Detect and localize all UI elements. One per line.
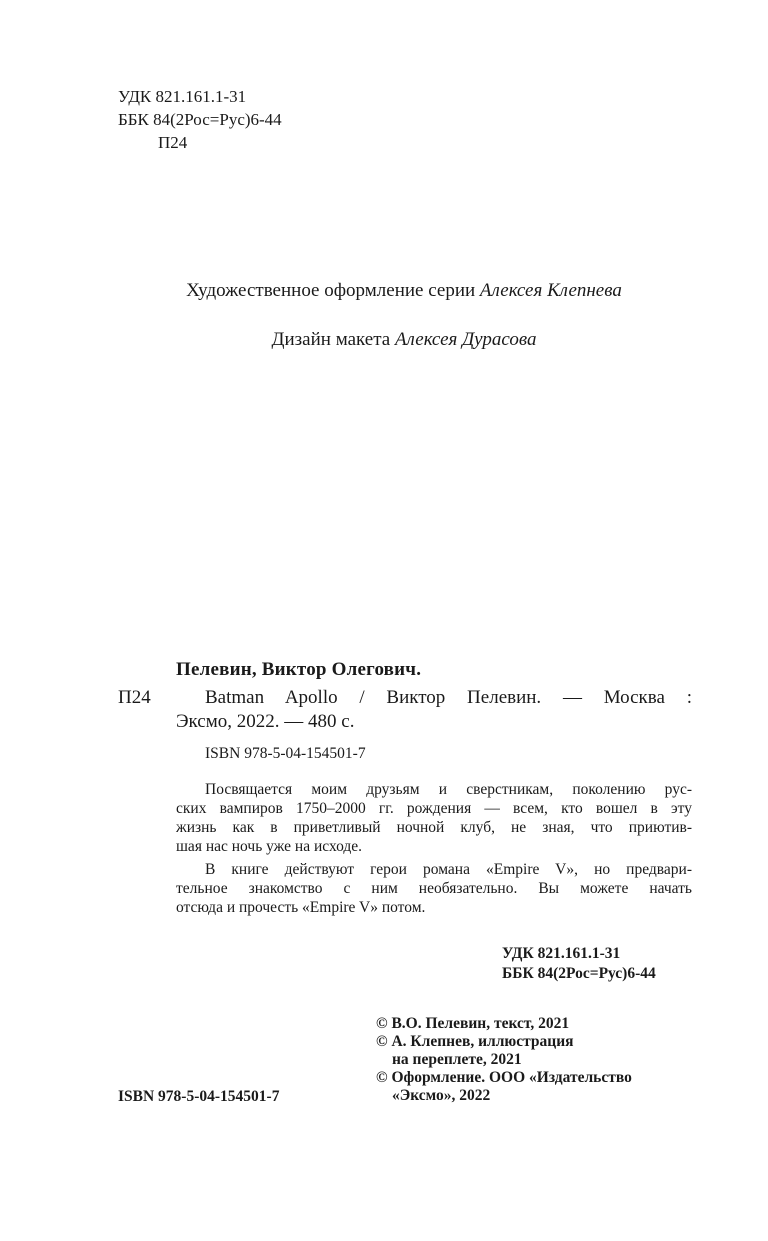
catalog-title-line-1: Batman Apollo / Виктор Пелевин. — Москва : [205, 687, 692, 708]
catalog-isbn: ISBN 978-5-04-154501-7 [205, 745, 366, 762]
layout-design-name: Алексея Дурасова [394, 329, 537, 350]
catalog-mark: П24 [118, 687, 151, 708]
annotation-1-line-4: шая нас ночь уже на исходе. [176, 838, 363, 855]
annotation-1-line-2: ских вампиров 1750–2000 гг. рождения — всем, кто вошел в эту [176, 800, 692, 817]
copyright-illustration: © А. Клепнев, иллюстрация [376, 1033, 574, 1050]
series-design-prefix: Художественное оформление серии [186, 280, 476, 301]
copyright-design: © Оформление. ООО «Издательство [376, 1069, 632, 1086]
annotation-paragraph-1 [176, 780, 692, 856]
layout-design-credit [0, 328, 768, 352]
catalog-udk-bold: УДК 821.161.1-31 [502, 945, 621, 962]
annotation-1-line-1: Посвящается моим друзьям и сверстникам, поколению рус- [205, 781, 692, 798]
copyright-design-cont: «Эксмо», 2022 [392, 1087, 491, 1104]
annotation-1-line-3: жизнь как в приветливый ночной клуб, не зная, что приютив- [176, 819, 692, 836]
udk-code: УДК 821.161.1-31 [118, 87, 247, 106]
bbk-code: ББК 84(2Рос=Рус)6-44 [118, 110, 282, 129]
series-design-credit [0, 279, 768, 303]
annotation-paragraph-2 [176, 860, 692, 917]
annotation-2-line-1: В книге действуют герои романа «Empire V», но предвари- [205, 861, 692, 878]
catalog-title-line-2: Эксмо, 2022. — 480 с. [176, 711, 355, 732]
series-design-name: Алексея Клепнева [479, 280, 622, 301]
catalog-bbk-bold: ББК 84(2Рос=Рус)6-44 [502, 965, 656, 982]
copyright-text: © В.О. Пелевин, текст, 2021 [376, 1015, 570, 1032]
catalog-author-heading: Пелевин, Виктор Олегович. [176, 659, 422, 680]
annotation-2-line-3: отсюда и прочесть «Empire V» потом. [176, 899, 426, 916]
footer-isbn: ISBN 978-5-04-154501-7 [118, 1088, 280, 1105]
annotation-2-line-2: тельное знакомство с ним необязательно. Вы можете начать [176, 880, 692, 897]
copyright-illustration-cont: на переплете, 2021 [392, 1051, 522, 1068]
layout-design-prefix: Дизайн макета [271, 329, 391, 350]
author-mark: П24 [158, 133, 188, 152]
